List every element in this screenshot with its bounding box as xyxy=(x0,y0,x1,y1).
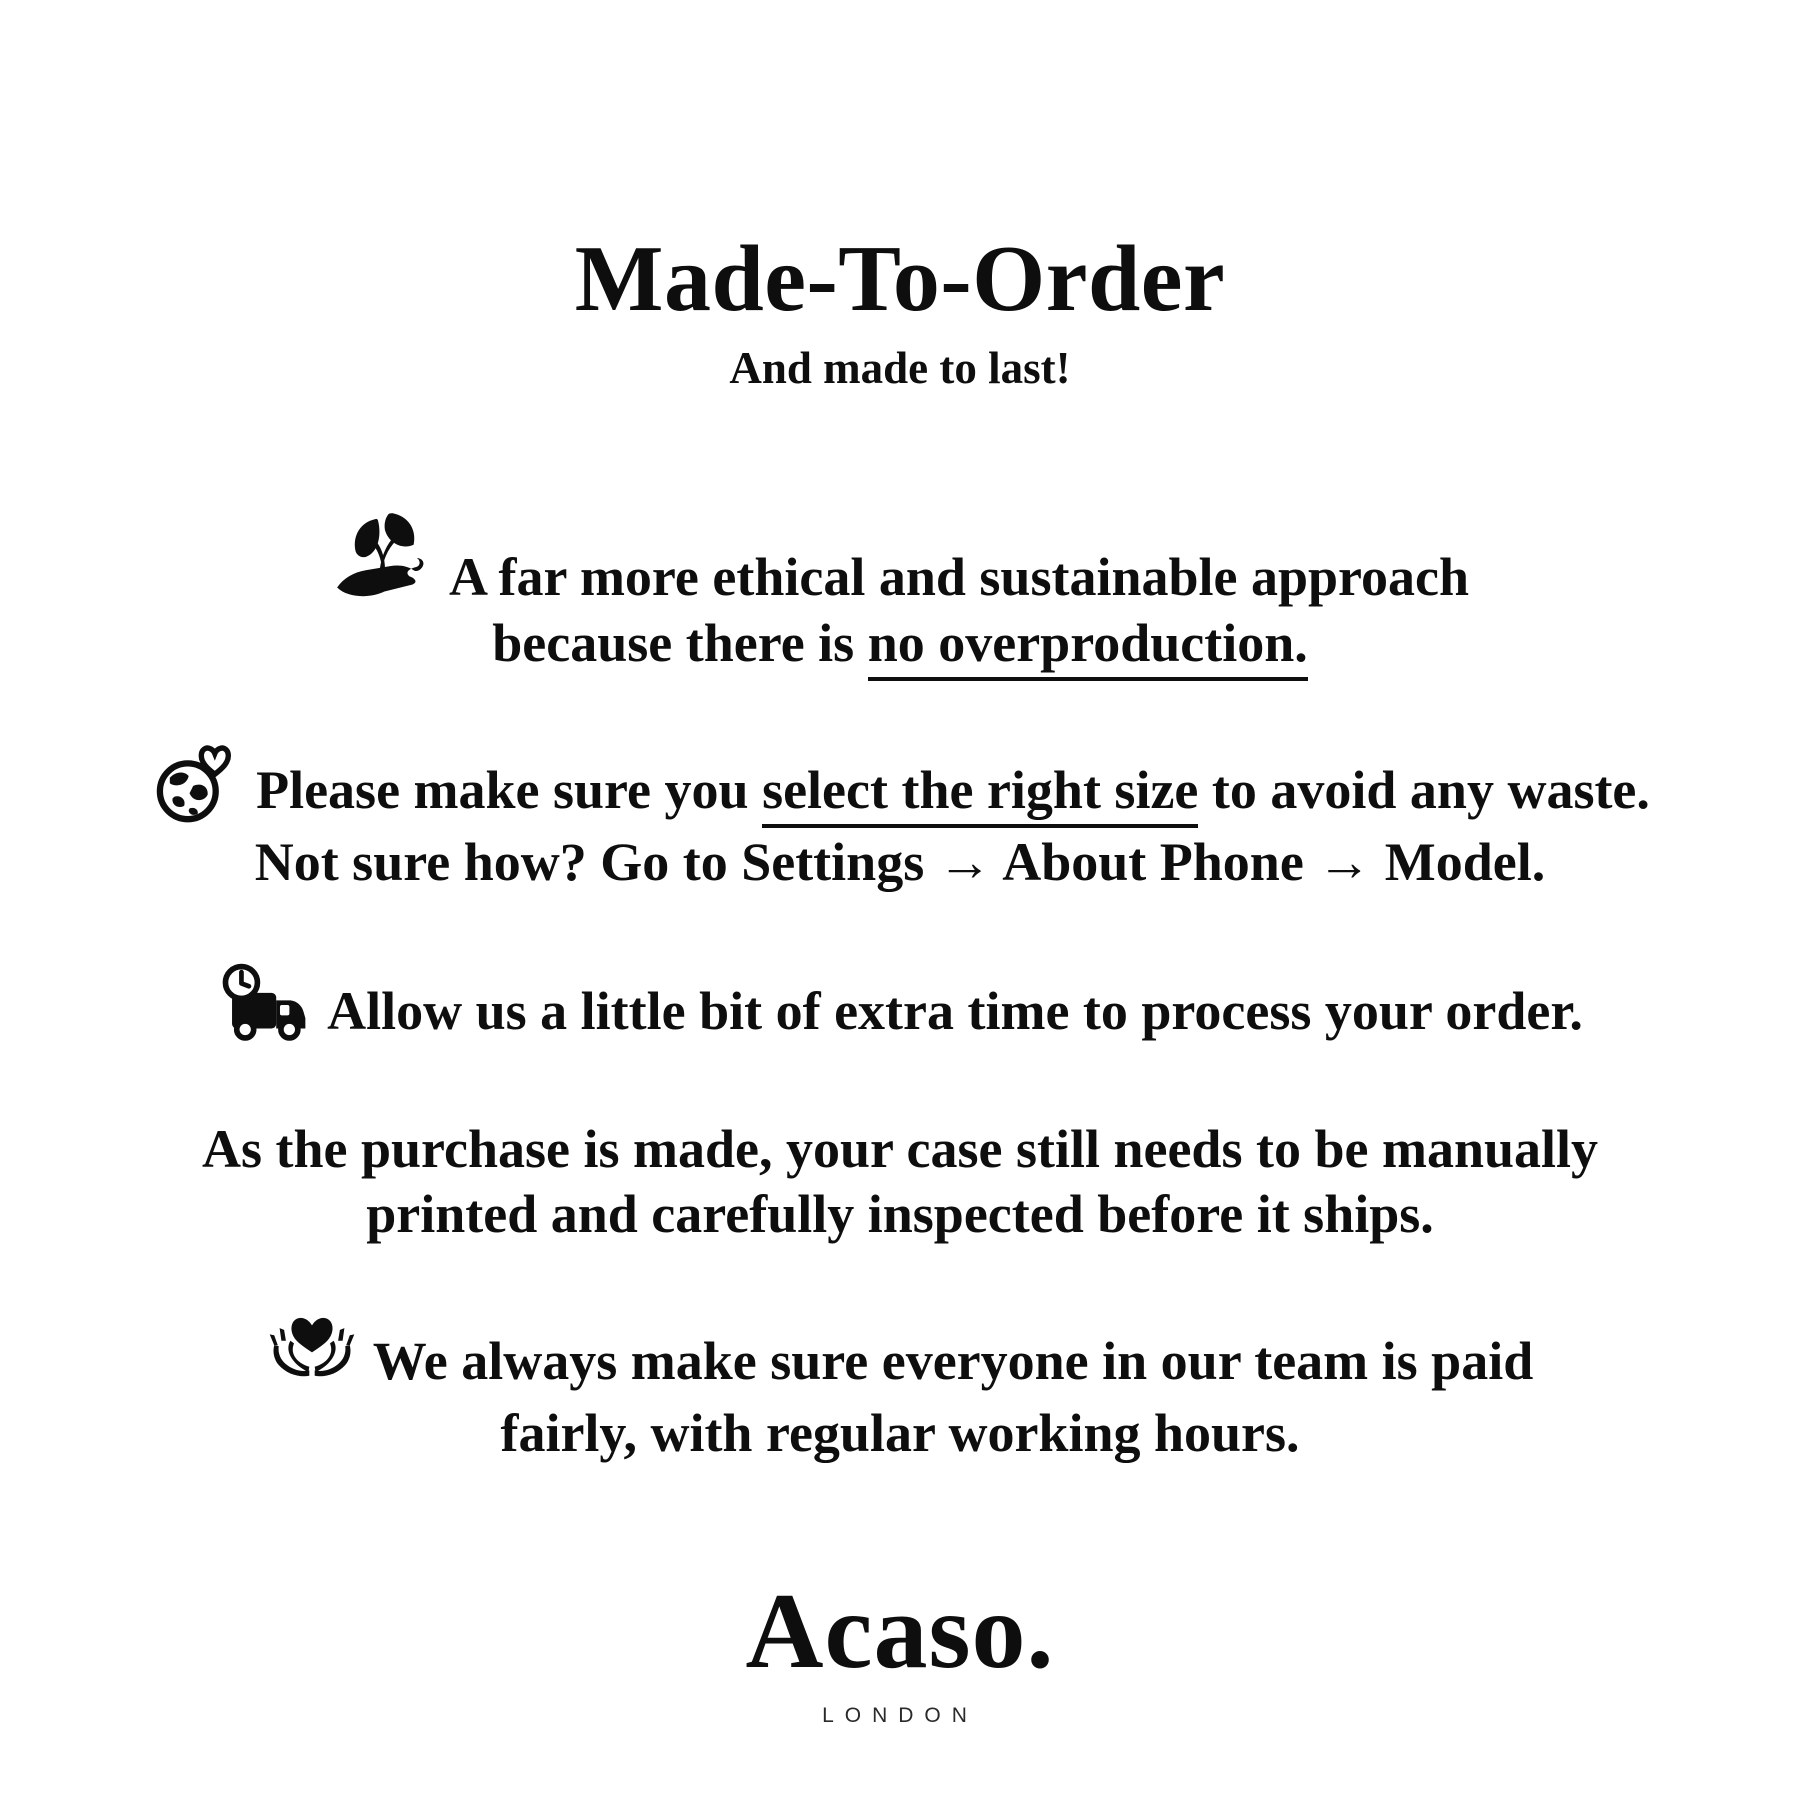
paragraph xyxy=(0,959,1800,1053)
paragraph-line xyxy=(0,1401,1800,1466)
paragraph xyxy=(0,1117,1800,1247)
paragraph-line xyxy=(0,611,1800,676)
paragraph xyxy=(0,740,1800,895)
text-segment: Not sure how? Go to Settings → About Phone → Model. xyxy=(254,832,1546,892)
text-segment: A far more ethical and sustainable approach xyxy=(448,547,1470,607)
brand-location: LONDON xyxy=(822,1704,978,1727)
paragraph-line xyxy=(0,740,1800,830)
text-segment: Allow us a little bit of extra time to process your order. xyxy=(327,981,1583,1041)
page-title: Made-To-Order xyxy=(574,227,1226,331)
paragraphs-container xyxy=(0,509,1800,1466)
text-segment: printed and carefully inspected before it ships. xyxy=(366,1184,1434,1244)
text-segment: because there is xyxy=(492,613,868,673)
page-subtitle: And made to last! xyxy=(729,343,1071,393)
paragraph-line xyxy=(0,1311,1800,1401)
underlined-text: no overproduction. xyxy=(868,613,1308,681)
globe-heart-icon xyxy=(150,740,240,830)
text-segment: Please make sure you xyxy=(256,760,763,820)
paragraph xyxy=(0,1311,1800,1466)
paragraph-line xyxy=(0,830,1800,895)
truck-clock-icon xyxy=(217,959,311,1053)
paragraph-line xyxy=(0,509,1800,611)
underlined-text: select the right size xyxy=(762,760,1198,828)
paragraph-line xyxy=(0,1182,1800,1247)
text-segment: fairly, with regular working hours. xyxy=(500,1403,1300,1463)
paragraph-line xyxy=(0,1117,1800,1182)
hands-heart-icon xyxy=(267,1311,357,1401)
text-segment: We always make sure everyone in our team is paid xyxy=(372,1331,1534,1391)
text-segment: As the purchase is made, your case still needs to be manually xyxy=(201,1119,1599,1179)
text-segment: to avoid any waste. xyxy=(1198,760,1650,820)
brand-logo-text: Acaso. xyxy=(745,1572,1055,1691)
brand-footer xyxy=(0,1572,1800,1728)
paragraph xyxy=(0,509,1800,676)
seedling-hand-icon xyxy=(331,509,433,611)
paragraph-line xyxy=(0,959,1800,1053)
